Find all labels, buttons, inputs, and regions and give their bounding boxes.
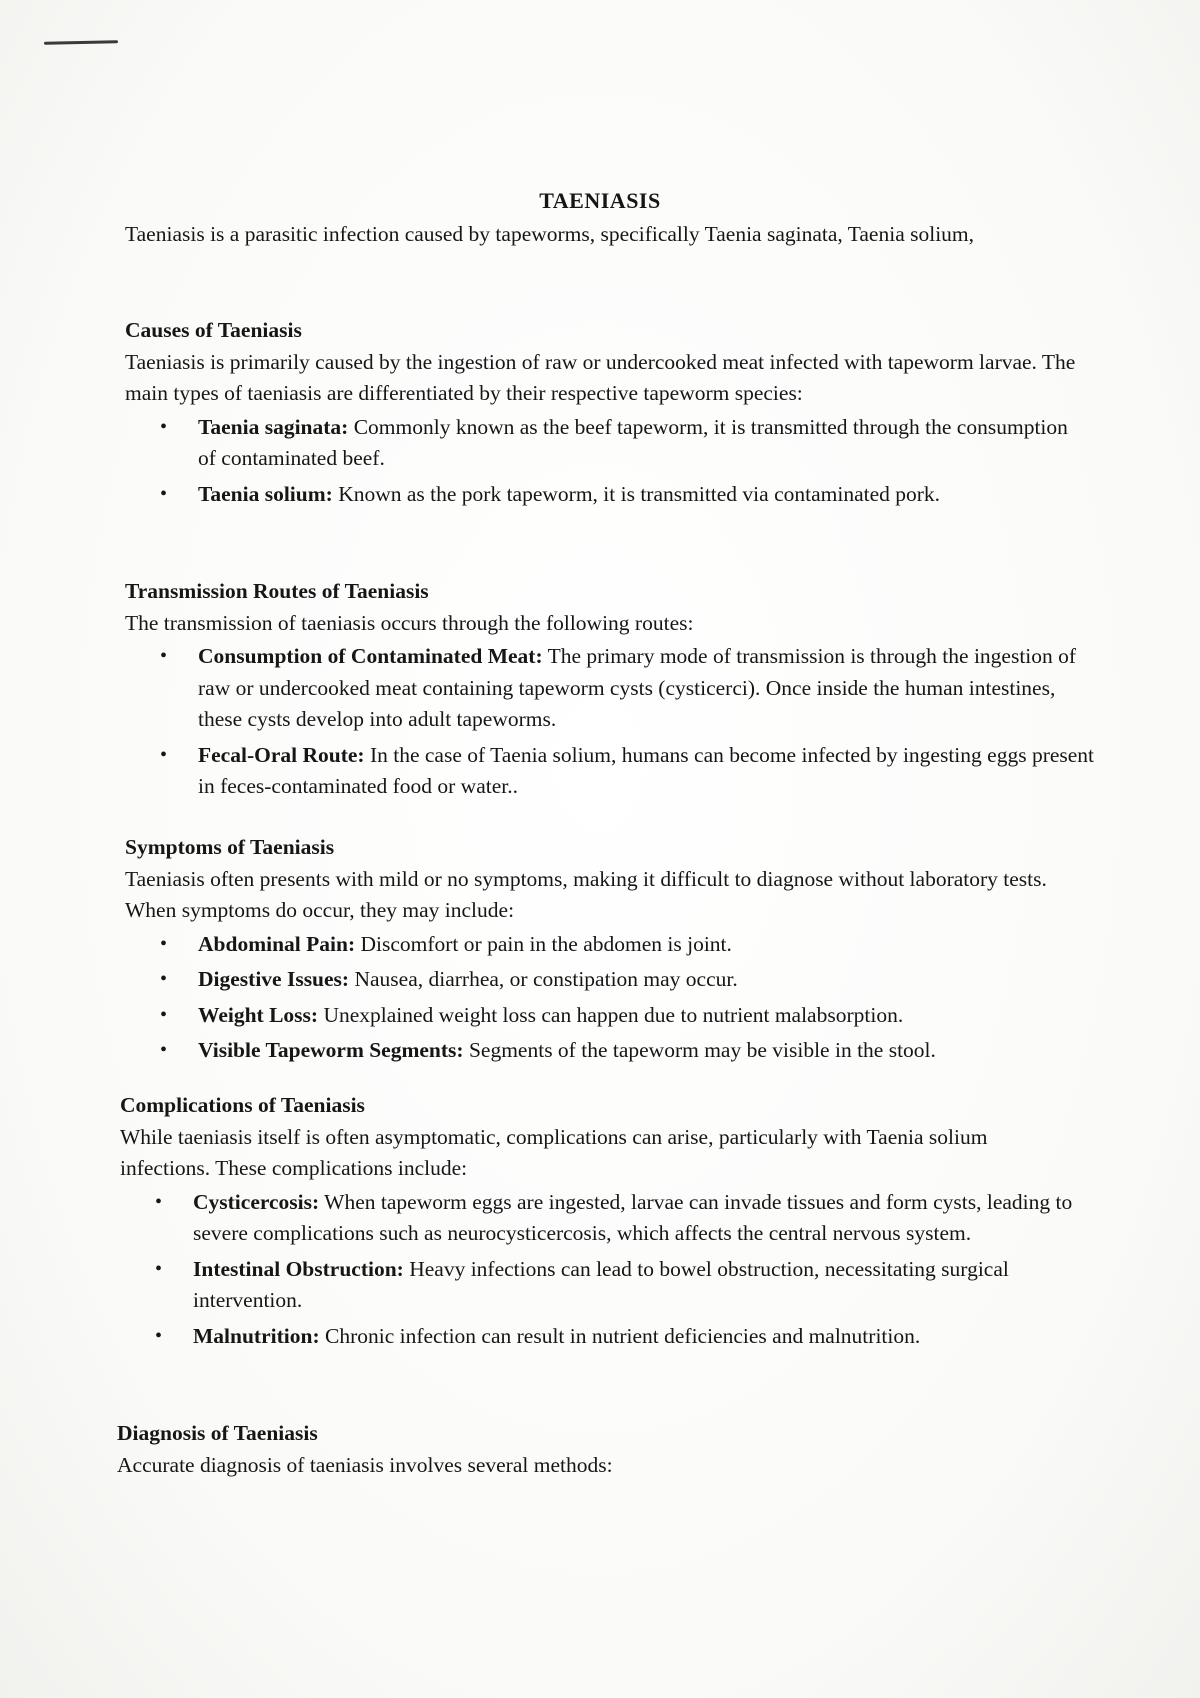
- list-item-term: Visible Tapeworm Segments:: [198, 1038, 464, 1062]
- list-item-term: Malnutrition:: [193, 1323, 320, 1348]
- intro-paragraph: Taeniasis is a parasitic infection caused by tapeworms, specifically Taenia saginata, Taenia solium,: [125, 222, 975, 246]
- symptoms-list: [125, 929, 1085, 1067]
- list-item-text: The primary mode of transmission is through the ingestion of raw or undercooked meat containing tapeworm cysts (cysticerci). Once inside the human intestines, these cysts develop into adult tapeworms.: [198, 644, 1077, 731]
- list-item: [193, 1254, 1080, 1317]
- list-item-term: Abdominal Pain:: [198, 931, 356, 956]
- list-item: [198, 479, 1085, 511]
- list-item-term: Cysticercosis:: [193, 1189, 320, 1214]
- diagnosis-heading: Diagnosis of Taeniasis: [117, 1421, 318, 1445]
- list-item-term: Consumption of Contaminated Meat:: [198, 644, 543, 668]
- list-item-text: Commonly known as the beef tapeworm, it is transmitted through the consumption of contaminated beef.: [198, 414, 1068, 470]
- list-item-text: Chronic infection can result in nutrient deficiencies and malnutrition.: [319, 1323, 921, 1348]
- symptoms-paragraph: Taeniasis often presents with mild or no symptoms, making it difficult to diagnose without laboratory tests. When symptoms do occur, they may include:: [125, 866, 1047, 922]
- list-item-text: When tapeworm eggs are ingested, larvae can invade tissues and form cysts, leading to severe complications such as neurocysticercosis, which affects the central nervous system.: [193, 1189, 1073, 1245]
- list-item: [198, 412, 1085, 475]
- list-item-text: Nausea, diarrhea, or constipation may occur.: [349, 967, 738, 991]
- section-symptoms: [125, 832, 1085, 1071]
- causes-heading: Causes of Taeniasis: [125, 318, 302, 342]
- causes-paragraph: Taeniasis is primarily caused by the ingestion of raw or undercooked meat infected with tapeworm larvae. The main types of taeniasis are differentiated by their respective tapeworm species:: [125, 349, 1076, 405]
- transmission-list: [125, 641, 1100, 803]
- list-item-text: Discomfort or pain in the abdomen is joint.: [355, 931, 732, 956]
- list-item-text: In the case of Taenia solium, humans can become infected by ingesting eggs present in feces-contaminated food or water..: [198, 742, 1095, 798]
- list-item-term: Taenia solium:: [198, 481, 333, 506]
- page-title: TAENIASIS: [539, 188, 661, 213]
- list-item: [198, 641, 1100, 736]
- section-diagnosis: [117, 1418, 1077, 1481]
- symptoms-heading: Symptoms of Taeniasis: [125, 835, 335, 859]
- list-item: [193, 1187, 1080, 1250]
- list-item: [198, 1000, 1085, 1032]
- complications-heading: Complications of Taeniasis: [120, 1093, 365, 1117]
- list-item-term: Fecal-Oral Route:: [198, 742, 365, 767]
- list-item-text: Heavy infections can lead to bowel obstruction, necessitating surgical intervention.: [193, 1256, 1009, 1312]
- list-item-text: Segments of the tapeworm may be visible in the stool.: [463, 1038, 936, 1062]
- list-item-term: Digestive Issues:: [198, 967, 350, 991]
- causes-list: [125, 412, 1085, 511]
- complications-list: [120, 1187, 1080, 1353]
- list-item: [193, 1321, 1080, 1353]
- list-item: [198, 929, 1085, 961]
- transmission-paragraph: The transmission of taeniasis occurs through the following routes:: [125, 610, 694, 635]
- section-complications: [120, 1090, 1080, 1356]
- list-item-term: Intestinal Obstruction:: [193, 1256, 404, 1281]
- list-item: [198, 1035, 1085, 1067]
- list-item-term: Taenia saginata:: [198, 414, 349, 439]
- intro-block: [125, 219, 1045, 251]
- section-transmission: [125, 576, 1100, 807]
- list-item-text: Unexplained weight loss can happen due to nutrient malabsorption.: [318, 1002, 904, 1027]
- list-item: [198, 964, 1085, 996]
- complications-paragraph: While taeniasis itself is often asymptomatic, complications can arise, particularly with Taenia solium infections. These complications include:: [120, 1124, 988, 1180]
- list-item-term: Weight Loss:: [198, 1002, 319, 1027]
- diagnosis-paragraph: Accurate diagnosis of taeniasis involves several methods:: [117, 1452, 613, 1477]
- list-item-text: Known as the pork tapeworm, it is transmitted via contaminated pork.: [332, 481, 941, 506]
- list-item: [198, 740, 1100, 803]
- transmission-heading: Transmission Routes of Taeniasis: [125, 579, 429, 603]
- section-causes: [125, 315, 1085, 514]
